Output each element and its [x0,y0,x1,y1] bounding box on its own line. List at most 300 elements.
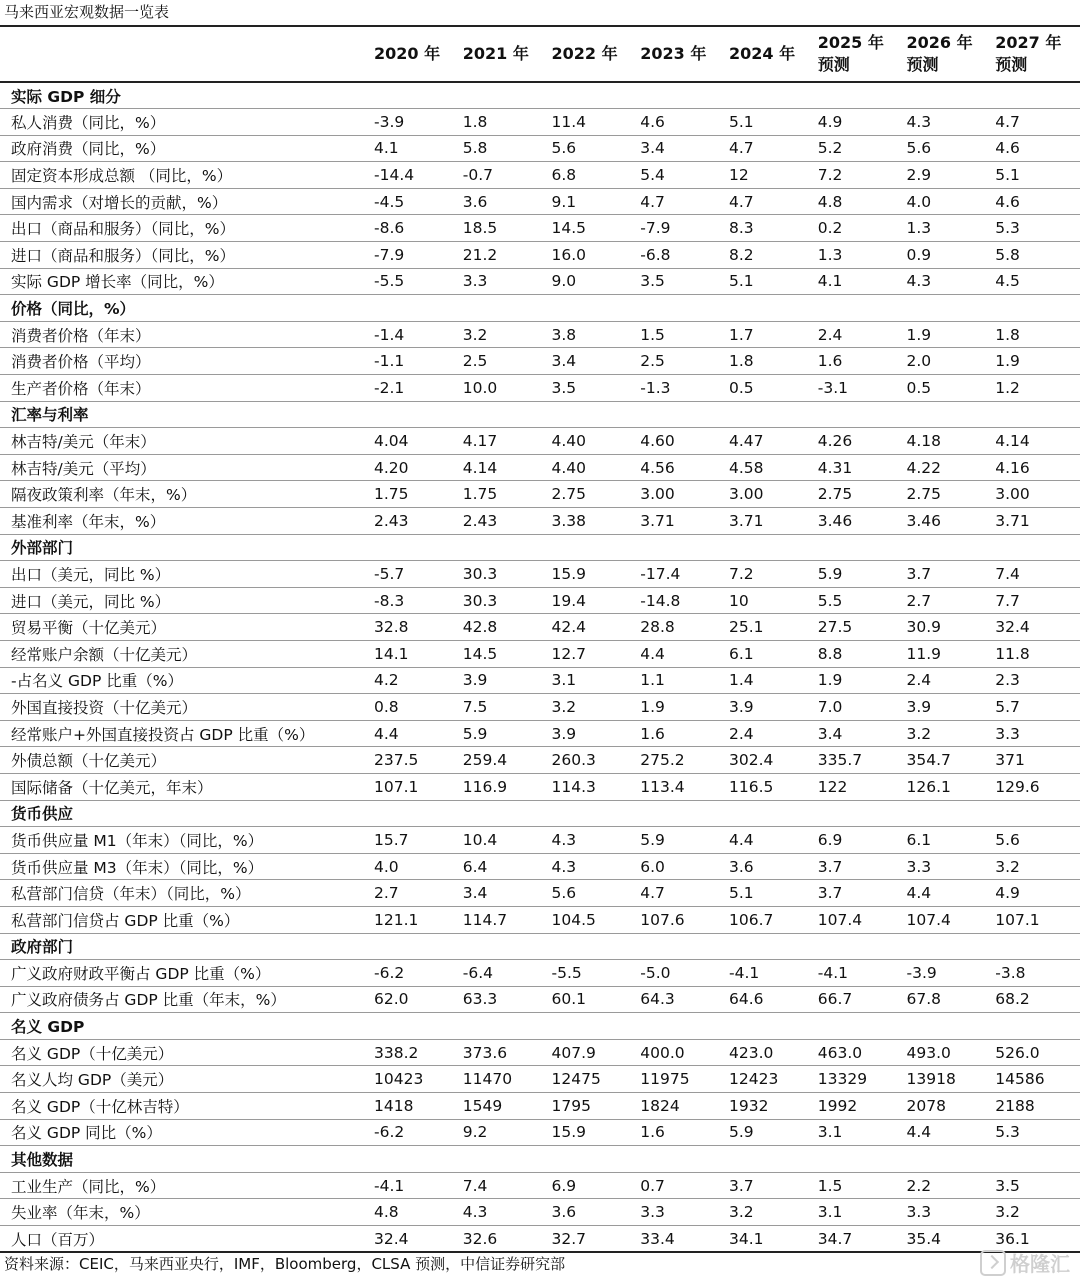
value-cell: 4.16 [991,454,1080,481]
value-cell: 13918 [903,1066,992,1093]
value-cell: 3.5 [636,268,725,295]
value-cell: 4.5 [991,268,1080,295]
value-cell: 5.4 [636,162,725,189]
row-label: 林吉特/美元（年末） [0,428,370,455]
header-year [548,27,637,82]
row-label: -占名义 GDP 比重（%） [0,667,370,694]
value-cell: 3.00 [725,481,814,508]
value-cell: 1.9 [903,321,992,348]
value-cell: 32.8 [370,614,459,641]
value-cell: 62.0 [370,986,459,1013]
value-cell: 107.4 [814,906,903,933]
value-cell: 4.3 [548,827,637,854]
value-cell: 1.4 [725,667,814,694]
value-cell: 35.4 [903,1226,992,1253]
value-cell: 12.7 [548,640,637,667]
section-row [0,534,1080,561]
value-cell: 4.7 [636,880,725,907]
value-cell: 18.5 [459,215,548,242]
value-cell: 107.4 [903,906,992,933]
value-cell: 4.40 [548,428,637,455]
value-cell: 6.9 [814,827,903,854]
value-cell: 400.0 [636,1039,725,1066]
value-cell: 5.5 [814,587,903,614]
value-cell: 36.1 [991,1226,1080,1253]
value-cell: 6.4 [459,853,548,880]
value-cell: 5.9 [725,1119,814,1146]
value-cell: 354.7 [903,747,992,774]
value-cell: 0.5 [725,375,814,402]
value-cell: -8.3 [370,587,459,614]
value-cell: 275.2 [636,747,725,774]
value-cell: 4.58 [725,454,814,481]
value-cell: 2.43 [370,508,459,535]
table-row [0,162,1080,189]
table-row [0,1066,1080,1093]
value-cell: -14.8 [636,587,725,614]
value-cell: 12475 [548,1066,637,1093]
value-cell: 15.7 [370,827,459,854]
value-cell: 12 [725,162,814,189]
section-row [0,401,1080,428]
section-title: 价格（同比，%） [0,295,1080,322]
value-cell: 4.7 [991,109,1080,136]
value-cell: 4.4 [903,880,992,907]
row-label: 消费者价格（平均） [0,348,370,375]
value-cell: 3.8 [548,321,637,348]
value-cell: 3.1 [814,1199,903,1226]
value-cell: 3.9 [903,694,992,721]
value-cell: 30.3 [459,587,548,614]
section-title: 名义 GDP [0,1013,1080,1040]
value-cell: 4.9 [814,109,903,136]
value-cell: 7.4 [991,561,1080,588]
value-cell: 19.4 [548,587,637,614]
value-cell: 2.4 [725,720,814,747]
row-label: 国内需求（对增长的贡献，%） [0,188,370,215]
table-row [0,986,1080,1013]
value-cell: 7.7 [991,587,1080,614]
value-cell: 1992 [814,1093,903,1120]
value-cell: 2.3 [991,667,1080,694]
value-cell: 0.2 [814,215,903,242]
row-label: 出口（美元，同比 %） [0,561,370,588]
value-cell: 4.7 [725,135,814,162]
value-cell: 8.2 [725,242,814,269]
value-cell: 1549 [459,1093,548,1120]
value-cell: 3.46 [903,508,992,535]
value-cell: 1418 [370,1093,459,1120]
value-cell: 302.4 [725,747,814,774]
value-cell: 1.6 [636,1119,725,1146]
section-row [0,800,1080,827]
table-row [0,481,1080,508]
value-cell: 2188 [991,1093,1080,1120]
row-label: 贸易平衡（十亿美元） [0,614,370,641]
value-cell: 0.8 [370,694,459,721]
value-cell: -5.5 [548,960,637,987]
section-row [0,1146,1080,1173]
value-cell: 1.3 [903,215,992,242]
header-year [903,27,992,82]
value-cell: 6.0 [636,853,725,880]
value-cell: 14586 [991,1066,1080,1093]
table-row [0,694,1080,721]
header-label [0,27,370,82]
value-cell: 4.6 [636,109,725,136]
value-cell: 5.9 [459,720,548,747]
value-cell: 335.7 [814,747,903,774]
row-label: 名义 GDP 同比（%） [0,1119,370,1146]
section-title: 其他数据 [0,1146,1080,1173]
value-cell: 28.8 [636,614,725,641]
table-row [0,667,1080,694]
value-cell: 42.4 [548,614,637,641]
value-cell: 4.7 [636,188,725,215]
value-cell: 4.4 [725,827,814,854]
value-cell: -4.1 [725,960,814,987]
value-cell: 116.9 [459,773,548,800]
value-cell: 14.5 [459,640,548,667]
value-cell: 1.5 [814,1172,903,1199]
value-cell: 3.4 [814,720,903,747]
table-row [0,1199,1080,1226]
section-title: 实际 GDP 细分 [0,82,1080,109]
value-cell: -14.4 [370,162,459,189]
value-cell: 1795 [548,1093,637,1120]
value-cell: -4.5 [370,188,459,215]
value-cell: 1.75 [459,481,548,508]
value-cell: 9.1 [548,188,637,215]
section-row [0,1013,1080,1040]
value-cell: 1.1 [636,667,725,694]
row-label: 进口（商品和服务）（同比，%） [0,242,370,269]
row-label: 名义人均 GDP（美元） [0,1066,370,1093]
value-cell: 1.7 [725,321,814,348]
table-row [0,640,1080,667]
value-cell: 3.2 [725,1199,814,1226]
value-cell: -6.2 [370,1119,459,1146]
value-cell: 5.6 [548,135,637,162]
value-cell: 5.3 [991,215,1080,242]
row-label: 货币供应量 M1（年末）（同比，%） [0,827,370,854]
value-cell: -1.3 [636,375,725,402]
value-cell: 5.8 [459,135,548,162]
value-cell: 2.7 [370,880,459,907]
row-label: 工业生产（同比，%） [0,1172,370,1199]
value-cell: 11.4 [548,109,637,136]
value-cell: 5.6 [903,135,992,162]
value-cell: -7.9 [370,242,459,269]
value-cell: 3.2 [548,694,637,721]
value-cell: 67.8 [903,986,992,1013]
value-cell: 3.3 [459,268,548,295]
value-cell: 4.26 [814,428,903,455]
value-cell: 25.1 [725,614,814,641]
value-cell: 4.3 [903,268,992,295]
row-label: 人口（百万） [0,1226,370,1253]
value-cell: 463.0 [814,1039,903,1066]
value-cell: 4.8 [814,188,903,215]
value-cell: 3.3 [903,1199,992,1226]
row-label: 名义 GDP（十亿美元） [0,1039,370,1066]
value-cell: 1.2 [991,375,1080,402]
row-label: 失业率（年末，%） [0,1199,370,1226]
value-cell: 10423 [370,1066,459,1093]
value-cell: 1932 [725,1093,814,1120]
value-cell: 30.9 [903,614,992,641]
value-cell: 7.0 [814,694,903,721]
value-cell: 1.8 [459,109,548,136]
value-cell: 1.6 [636,720,725,747]
header-year [991,27,1080,82]
value-cell: 4.14 [459,454,548,481]
value-cell: 7.5 [459,694,548,721]
value-cell: 3.7 [903,561,992,588]
value-cell: 6.1 [725,640,814,667]
table-row [0,1039,1080,1066]
value-cell: 4.3 [548,853,637,880]
table-row [0,880,1080,907]
value-cell: 3.7 [814,853,903,880]
value-cell: -3.1 [814,375,903,402]
value-cell: 1.9 [991,348,1080,375]
value-cell: 107.6 [636,906,725,933]
value-cell: 64.6 [725,986,814,1013]
table-row [0,614,1080,641]
value-cell: 129.6 [991,773,1080,800]
header-year-label: 2026 年 [906,33,973,52]
value-cell: 21.2 [459,242,548,269]
value-cell: 5.6 [548,880,637,907]
row-label: 外债总额（十亿美元） [0,747,370,774]
value-cell: 3.2 [903,720,992,747]
value-cell: 1.8 [991,321,1080,348]
value-cell: 66.7 [814,986,903,1013]
table-row [0,827,1080,854]
value-cell: 3.9 [725,694,814,721]
value-cell: 6.9 [548,1172,637,1199]
header-forecast-label: 预测 [906,55,939,74]
value-cell: 3.9 [548,720,637,747]
table-row [0,747,1080,774]
value-cell: 407.9 [548,1039,637,1066]
value-cell: 2.5 [636,348,725,375]
value-cell: 2.9 [903,162,992,189]
value-cell: 371 [991,747,1080,774]
value-cell: 107.1 [370,773,459,800]
value-cell: 3.5 [991,1172,1080,1199]
value-cell: 4.22 [903,454,992,481]
value-cell: 338.2 [370,1039,459,1066]
row-label: 经常账户余额（十亿美元） [0,640,370,667]
value-cell: 2078 [903,1093,992,1120]
value-cell: 4.60 [636,428,725,455]
table-row [0,242,1080,269]
value-cell: 2.0 [903,348,992,375]
value-cell: 4.8 [370,1199,459,1226]
value-cell: 113.4 [636,773,725,800]
value-cell: 423.0 [725,1039,814,1066]
table-row [0,773,1080,800]
value-cell: 9.2 [459,1119,548,1146]
value-cell: 0.9 [903,242,992,269]
value-cell: 4.17 [459,428,548,455]
table-row [0,375,1080,402]
value-cell: 5.1 [725,880,814,907]
row-label: 经常账户+外国直接投资占 GDP 比重（%） [0,720,370,747]
value-cell: 11.8 [991,640,1080,667]
table-row [0,215,1080,242]
value-cell: 3.7 [814,880,903,907]
value-cell: 3.71 [636,508,725,535]
value-cell: 2.5 [459,348,548,375]
value-cell: -6.4 [459,960,548,987]
table-row [0,508,1080,535]
value-cell: 5.8 [991,242,1080,269]
value-cell: 4.14 [991,428,1080,455]
value-cell: 9.0 [548,268,637,295]
row-label: 广义政府财政平衡占 GDP 比重（%） [0,960,370,987]
section-row [0,933,1080,960]
header-year [814,27,903,82]
value-cell: 4.3 [903,109,992,136]
value-cell: 3.3 [903,853,992,880]
watermark-text: 格隆汇 [1010,1252,1070,1276]
value-cell: 3.2 [991,1199,1080,1226]
value-cell: 6.1 [903,827,992,854]
value-cell: 4.0 [370,853,459,880]
value-cell: 4.6 [991,188,1080,215]
value-cell: 12423 [725,1066,814,1093]
value-cell: 1.9 [636,694,725,721]
value-cell: 259.4 [459,747,548,774]
value-cell: 16.0 [548,242,637,269]
row-label: 固定资本形成总额 （同比，%） [0,162,370,189]
table-row [0,720,1080,747]
value-cell: 7.4 [459,1172,548,1199]
value-cell: -5.5 [370,268,459,295]
value-cell: 2.75 [548,481,637,508]
row-label: 基准利率（年末，%） [0,508,370,535]
value-cell: 107.1 [991,906,1080,933]
value-cell: 1.9 [814,667,903,694]
value-cell: 3.5 [548,375,637,402]
value-cell: 3.6 [548,1199,637,1226]
row-label: 私营部门信贷（年末）（同比，%） [0,880,370,907]
value-cell: 106.7 [725,906,814,933]
value-cell: 5.9 [636,827,725,854]
value-cell: 3.71 [725,508,814,535]
value-cell: 3.2 [459,321,548,348]
value-cell: -5.7 [370,561,459,588]
row-label: 国际储备（十亿美元，年末） [0,773,370,800]
header-year-label: 2021 年 [462,44,529,63]
value-cell: 68.2 [991,986,1080,1013]
row-label: 出口（商品和服务）（同比，%） [0,215,370,242]
row-label: 生产者价格（年末） [0,375,370,402]
section-title: 政府部门 [0,933,1080,960]
value-cell: 34.1 [725,1226,814,1253]
value-cell: 116.5 [725,773,814,800]
section-title: 货币供应 [0,800,1080,827]
value-cell: 60.1 [548,986,637,1013]
table-row [0,268,1080,295]
value-cell: 34.7 [814,1226,903,1253]
value-cell: -17.4 [636,561,725,588]
table-row [0,454,1080,481]
value-cell: 3.3 [991,720,1080,747]
value-cell: -0.7 [459,162,548,189]
value-cell: 1.6 [814,348,903,375]
table-row [0,348,1080,375]
row-label: 实际 GDP 增长率（同比，%） [0,268,370,295]
value-cell: 4.9 [991,880,1080,907]
row-label: 私营部门信贷占 GDP 比重（%） [0,906,370,933]
value-cell: 4.31 [814,454,903,481]
gelonghui-logo-icon [980,1250,1006,1276]
value-cell: 4.4 [370,720,459,747]
value-cell: 3.7 [725,1172,814,1199]
table-row [0,960,1080,987]
row-label: 名义 GDP（十亿林吉特） [0,1093,370,1120]
value-cell: -5.0 [636,960,725,987]
value-cell: 3.00 [991,481,1080,508]
value-cell: 10.0 [459,375,548,402]
header-row [0,27,1080,82]
value-cell: 1.5 [636,321,725,348]
value-cell: -1.1 [370,348,459,375]
value-cell: 2.2 [903,1172,992,1199]
value-cell: 5.1 [725,109,814,136]
value-cell: 8.8 [814,640,903,667]
value-cell: 4.7 [725,188,814,215]
value-cell: 4.4 [636,640,725,667]
value-cell: 15.9 [548,1119,637,1146]
row-label: 货币供应量 M3（年末）（同比，%） [0,853,370,880]
row-label: 进口（美元，同比 %） [0,587,370,614]
value-cell: 14.1 [370,640,459,667]
header-year [370,27,459,82]
value-cell: 10.4 [459,827,548,854]
value-cell: 3.2 [991,853,1080,880]
value-cell: 27.5 [814,614,903,641]
value-cell: 3.1 [548,667,637,694]
value-cell: 1.75 [370,481,459,508]
value-cell: 3.46 [814,508,903,535]
value-cell: 3.4 [636,135,725,162]
value-cell: 32.4 [370,1226,459,1253]
macro-data-table [0,27,1080,1253]
value-cell: 13329 [814,1066,903,1093]
value-cell: 32.6 [459,1226,548,1253]
value-cell: 373.6 [459,1039,548,1066]
value-cell: 4.0 [903,188,992,215]
value-cell: 4.18 [903,428,992,455]
row-label: 消费者价格（年末） [0,321,370,348]
value-cell: 4.20 [370,454,459,481]
value-cell: 32.7 [548,1226,637,1253]
value-cell: 42.8 [459,614,548,641]
value-cell: -2.1 [370,375,459,402]
value-cell: -3.9 [903,960,992,987]
value-cell: 14.5 [548,215,637,242]
value-cell: 2.75 [903,481,992,508]
header-forecast-label: 预测 [995,55,1028,74]
table-row [0,1119,1080,1146]
value-cell: 32.4 [991,614,1080,641]
value-cell: -8.6 [370,215,459,242]
